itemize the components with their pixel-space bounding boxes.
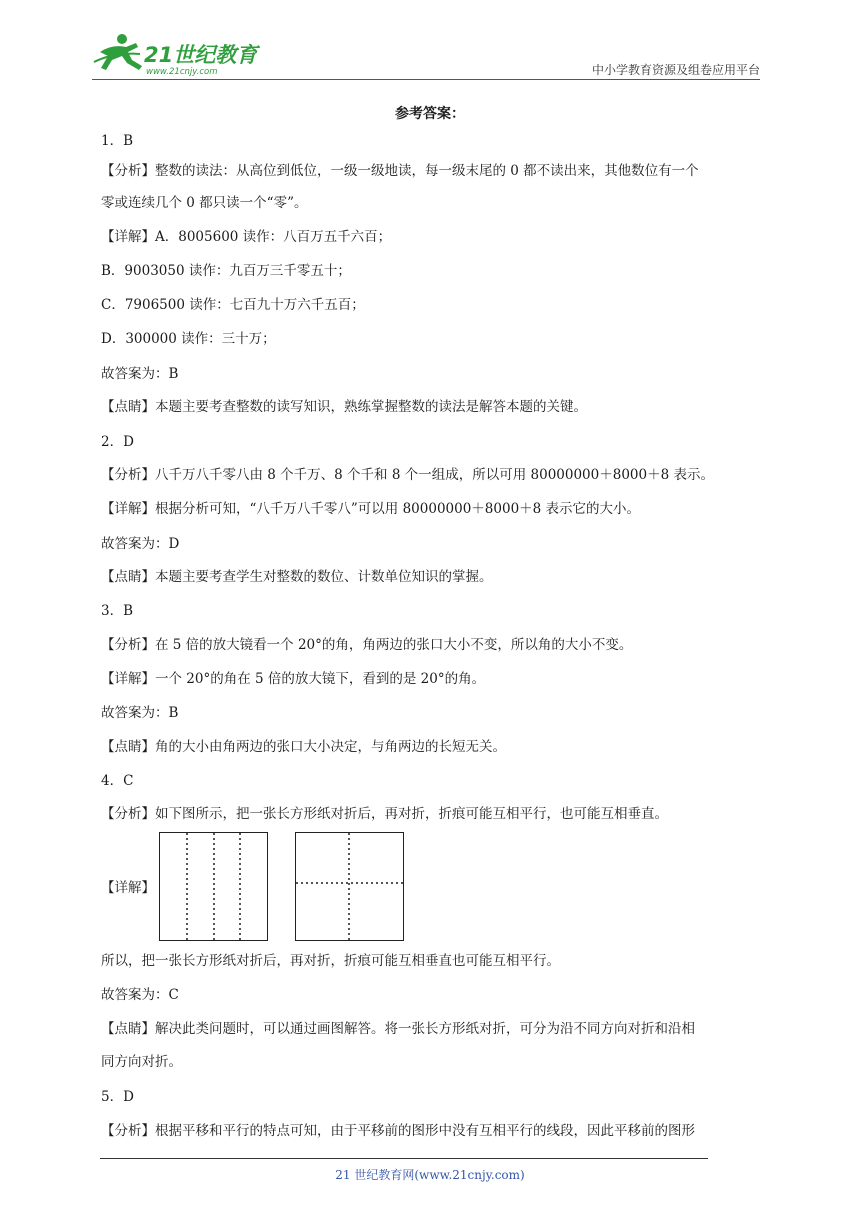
answer-line: 同方向对折。	[101, 1054, 182, 1070]
footer-divider	[100, 1158, 708, 1159]
answer-line: 【分析】在 5 倍的放大镜看一个 20°的角，角两边的张口大小不变，所以角的大小不变。	[101, 637, 633, 653]
answer-line: 故答案为：B	[101, 366, 179, 382]
answer-line: 【点睛】本题主要考查整数的读写知识，熟练掌握整数的读法是解答本题的关键。	[101, 399, 587, 415]
answer-line: 1．B	[101, 133, 134, 149]
answer-line: 【点睛】本题主要考查学生对整数的数位、计数单位知识的掌握。	[101, 569, 493, 585]
answer-line: 【分析】整数的读法：从高位到低位，一级一级地读，每一级末尾的 0 都不读出来，其他数位有一个	[101, 163, 699, 179]
logo-text: 21世纪教育	[144, 43, 258, 67]
page-footer[interactable]: 21 世纪教育网(www.21cnjy.com)	[335, 1168, 525, 1182]
answer-line: 【点睛】解决此类问题时，可以通过画图解答。将一张长方形纸对折，可分为沿不同方向对折和沿相	[101, 1021, 695, 1037]
answer-line: 3．B	[101, 603, 134, 619]
answer-line: 【分析】如下图所示，把一张长方形纸对折后，再对折，折痕可能互相平行，也可能互相垂直。	[101, 806, 668, 822]
answer-line: 【分析】八千万八千零八由 8 个千万、8 个千和 8 个一组成，所以可用 80000000＋8000＋8 表示。	[101, 467, 714, 483]
fold-diagram-perpendicular	[295, 832, 404, 941]
answer-line: 【分析】根据平移和平行的特点可知，由于平移前的图形中没有互相平行的线段，因此平移前的图形	[101, 1123, 695, 1139]
answer-line: 零或连续几个 0 都只读一个“零”。	[101, 195, 308, 211]
answer-line: 【详解】根据分析可知，“八千万八千零八”可以用 80000000＋8000＋8 表示它的大小。	[101, 501, 641, 517]
logo-url: www.21cnjy.com	[146, 67, 218, 77]
answer-line: 4．C	[101, 773, 134, 789]
answer-line: D．300000 读作：三十万；	[101, 331, 276, 347]
answer-line: 所以，把一张长方形纸对折后，再对折，折痕可能互相垂直也可能互相平行。	[101, 953, 560, 969]
answer-line: 5．D	[101, 1089, 134, 1105]
page-title: 参考答案：	[395, 106, 465, 122]
platform-label: 中小学教育资源及组卷应用平台	[591, 63, 760, 77]
header-divider	[92, 79, 760, 80]
answer-line: 故答案为：C	[101, 987, 179, 1003]
answer-line: 故答案为：D	[101, 536, 180, 552]
answer-line: 2．D	[101, 434, 134, 450]
answer-line: C．7906500 读作：七百九十万六千五百；	[101, 297, 365, 313]
answer-line: 【详解】一个 20°的角在 5 倍的放大镜下，看到的是 20°的角。	[101, 671, 486, 687]
site-logo	[92, 30, 262, 78]
answer-line: 【点睛】角的大小由角两边的张口大小决定，与角两边的长短无关。	[101, 739, 506, 755]
answer-line: 故答案为：B	[101, 705, 179, 721]
fold-diagram-parallel	[159, 832, 268, 941]
answer-line: 【详解】A．8005600 读作：八百万五千六百；	[101, 229, 392, 245]
answer-line: B．9003050 读作：九百万三千零五十；	[101, 263, 351, 279]
answer-line: 【详解】	[101, 880, 155, 896]
page-header	[92, 30, 760, 80]
